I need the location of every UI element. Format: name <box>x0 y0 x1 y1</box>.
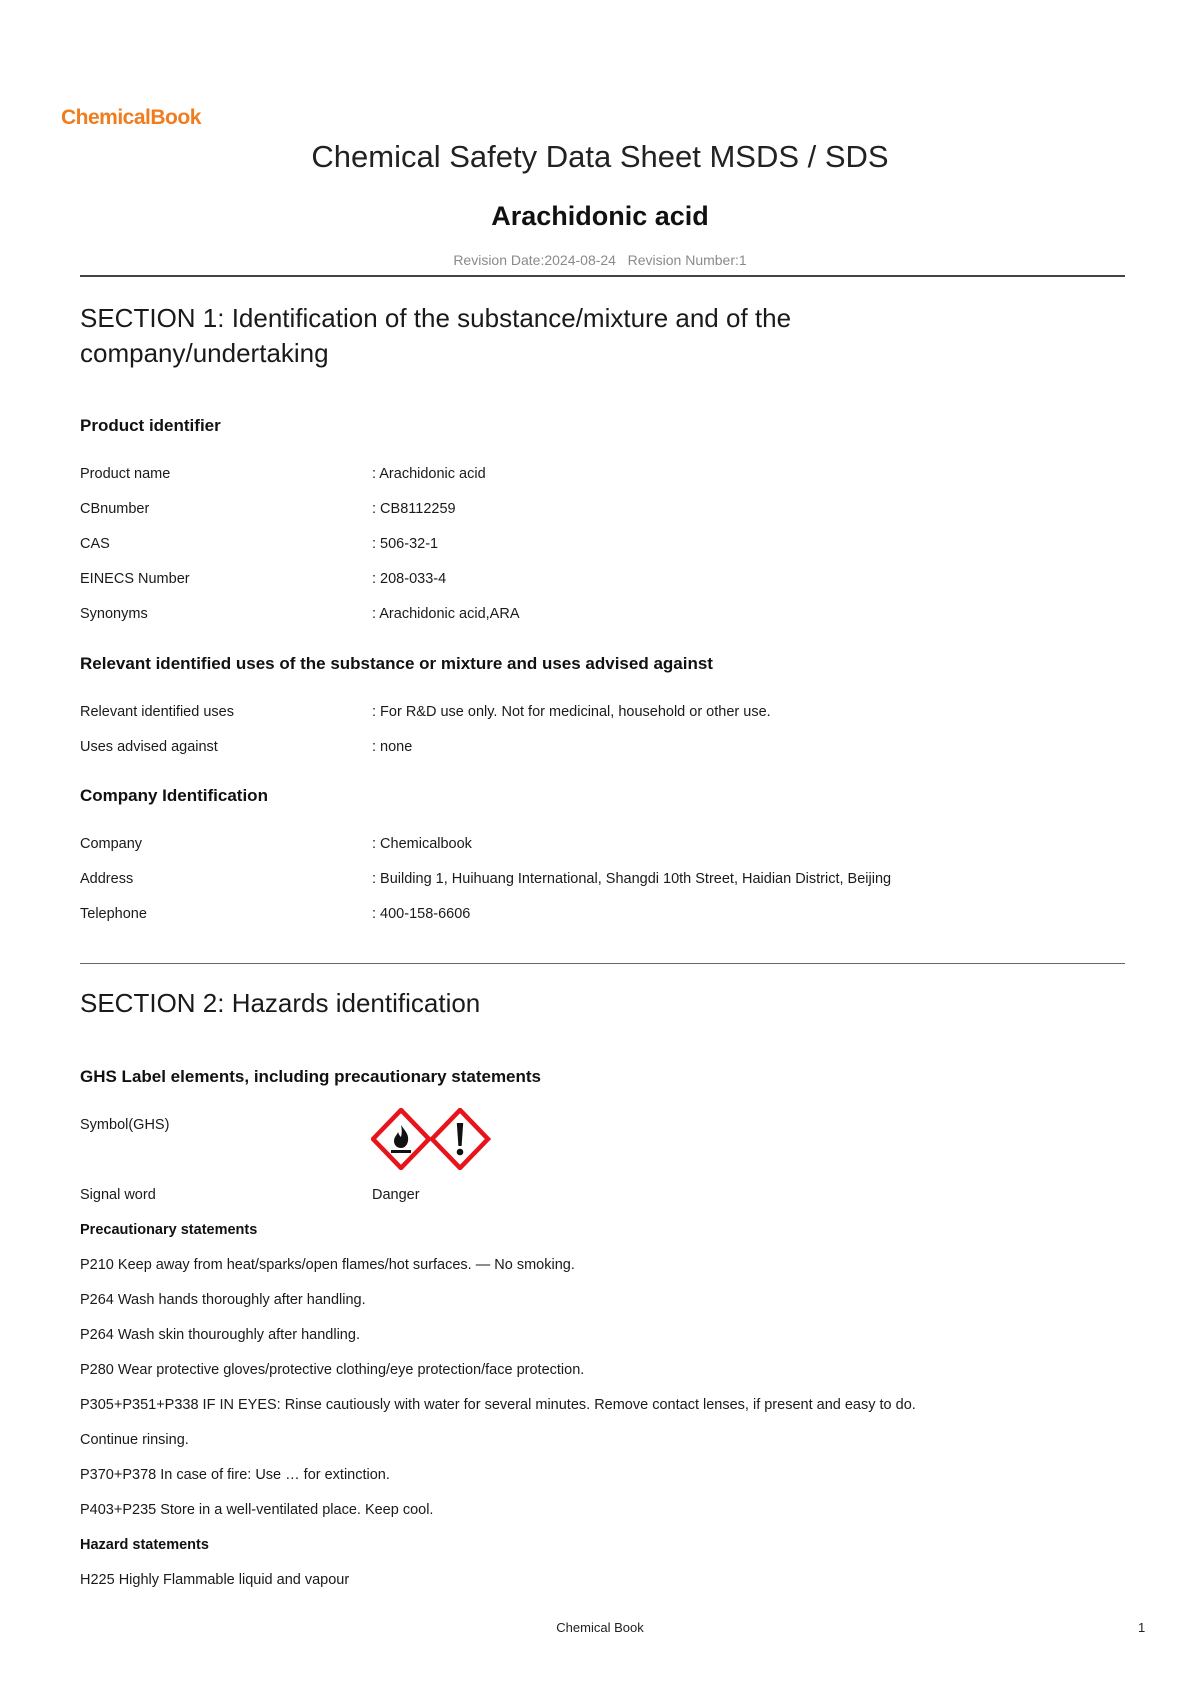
telephone-value: : 400-158-6606 <box>372 906 471 922</box>
einecs-label: EINECS Number <box>80 571 190 587</box>
identified-uses-value: : For R&D use only. Not for medicinal, household or other use. <box>372 704 771 720</box>
product-identifier-heading: Product identifier <box>80 416 221 435</box>
ghs-label-heading: GHS Label elements, including precautionary statements <box>80 1067 542 1086</box>
cbnumber-label: CBnumber <box>80 501 150 517</box>
uses-advised-against-value: : none <box>372 739 413 755</box>
product-name-label: Product name <box>80 466 171 482</box>
synonyms-label: Synonyms <box>80 606 148 622</box>
company-value: : Chemicalbook <box>372 836 472 852</box>
precautionary-statement: P305+P351+P338 IF IN EYES: Rinse cautiously with water for several minutes. Remove contact lenses, if present and easy to do. <box>80 1397 916 1413</box>
signal-word-value: Danger <box>372 1187 420 1203</box>
chemicalbook-logo: ChemicalBook <box>61 106 201 129</box>
exclamation-pictogram-icon <box>432 1110 488 1168</box>
cas-value: : 506-32-1 <box>372 536 439 552</box>
precautionary-statement: P264 Wash hands thoroughly after handling. <box>80 1292 366 1308</box>
uses-advised-against-label: Uses advised against <box>80 739 218 755</box>
header-divider <box>80 275 1125 277</box>
einecs-value: : 208-033-4 <box>372 571 447 587</box>
product-title: Arachidonic acid <box>491 201 709 231</box>
cbnumber-value: : CB8112259 <box>372 501 456 517</box>
synonyms-value: : Arachidonic acid,ARA <box>372 606 520 622</box>
company-label: Company <box>80 836 143 852</box>
hazard-statements-heading: Hazard statements <box>80 1537 209 1553</box>
revision-info: Revision Date:2024-08-24 Revision Number:1 <box>453 252 747 268</box>
document-title: Chemical Safety Data Sheet MSDS / SDS <box>311 139 889 174</box>
page-number: 1 <box>1138 1620 1146 1635</box>
identified-uses-label: Relevant identified uses <box>80 704 234 720</box>
precautionary-statement: P280 Wear protective gloves/protective clothing/eye protection/face protection. <box>80 1362 585 1378</box>
address-label: Address <box>80 871 134 887</box>
cas-label: CAS <box>80 536 110 552</box>
company-identification-heading: Company Identification <box>80 786 268 805</box>
uses-heading: Relevant identified uses of the substance or mixture and uses advised against <box>80 654 713 673</box>
precautionary-statement: P210 Keep away from heat/sparks/open flames/hot surfaces. — No smoking. <box>80 1257 575 1273</box>
signal-word-label: Signal word <box>80 1187 156 1203</box>
product-name-value: : Arachidonic acid <box>372 466 486 482</box>
precautionary-heading: Precautionary statements <box>80 1222 258 1238</box>
telephone-label: Telephone <box>80 906 147 922</box>
flame-pictogram-icon <box>373 1110 429 1168</box>
section-2-title: SECTION 2: Hazards identification <box>80 988 481 1018</box>
ghs-pictograms <box>371 1108 491 1170</box>
precautionary-statement: P370+P378 In case of fire: Use … for extinction. <box>80 1467 390 1483</box>
precautionary-statement: P264 Wash skin thouroughly after handling. <box>80 1327 360 1343</box>
section-divider <box>80 963 1125 964</box>
hazard-statement: H225 Highly Flammable liquid and vapour <box>80 1572 350 1588</box>
footer-brand: Chemical Book <box>556 1620 644 1635</box>
address-value: : Building 1, Huihuang International, Shangdi 10th Street, Haidian District, Beijing <box>372 871 892 887</box>
precautionary-statement: P403+P235 Store in a well-ventilated place. Keep cool. <box>80 1502 434 1518</box>
precautionary-statement: Continue rinsing. <box>80 1432 189 1448</box>
section-1-title: SECTION 1: Identification of the substance/mixture and of the company/undertaking <box>80 303 792 368</box>
symbol-ghs-label: Symbol(GHS) <box>80 1117 170 1133</box>
